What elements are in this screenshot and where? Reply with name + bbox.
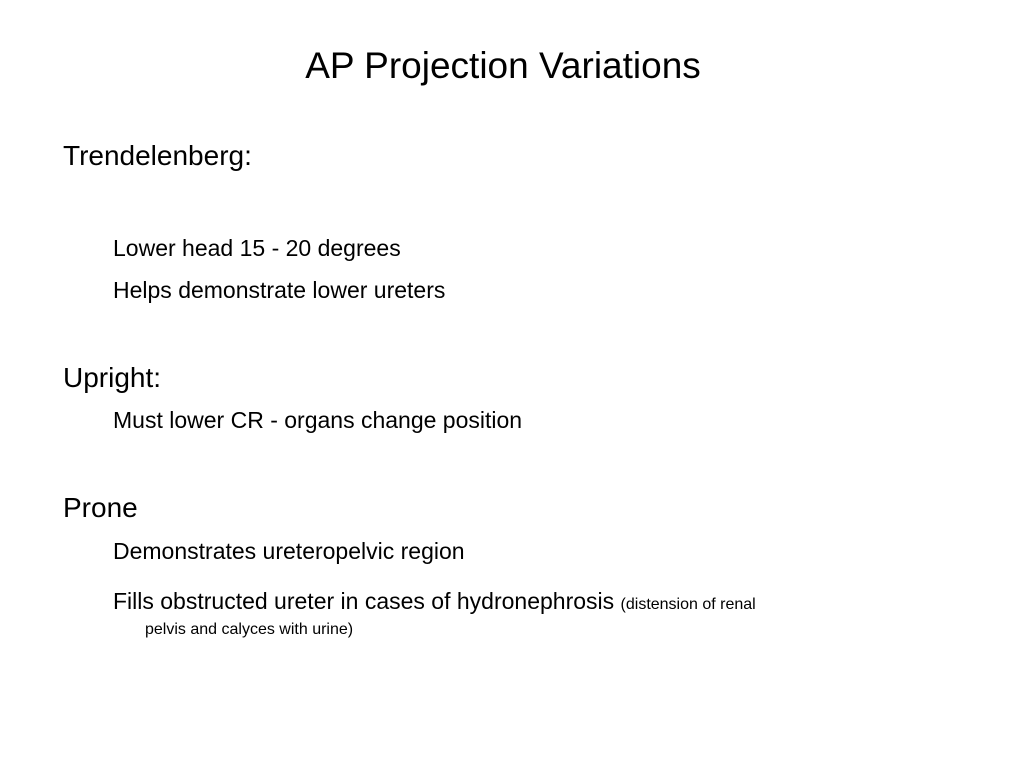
bullet-lower-cr: Must lower CR - organs change position [113, 407, 523, 433]
slide-title: AP Projection Variations [305, 45, 701, 86]
bullet-hydronephrosis [113, 587, 756, 619]
bullet-hydronephrosis-main: Fills obstructed ureter in cases of hydronephrosis [113, 588, 615, 614]
heading-trendelenberg: Trendelenberg: [63, 140, 252, 171]
bullet-hydronephrosis-note: (distension of renal [620, 596, 756, 613]
bullet-lower-ureters: Helps demonstrate lower ureters [113, 277, 446, 303]
heading-upright: Upright: [63, 362, 162, 393]
bullet-ureteropelvic: Demonstrates ureteropelvic region [113, 538, 465, 564]
heading-prone: Prone [63, 492, 138, 523]
bullet-lower-head: Lower head 15 - 20 degrees [113, 235, 401, 261]
bullet-hydronephrosis-note-continued: pelvis and calyces with urine) [145, 621, 354, 638]
